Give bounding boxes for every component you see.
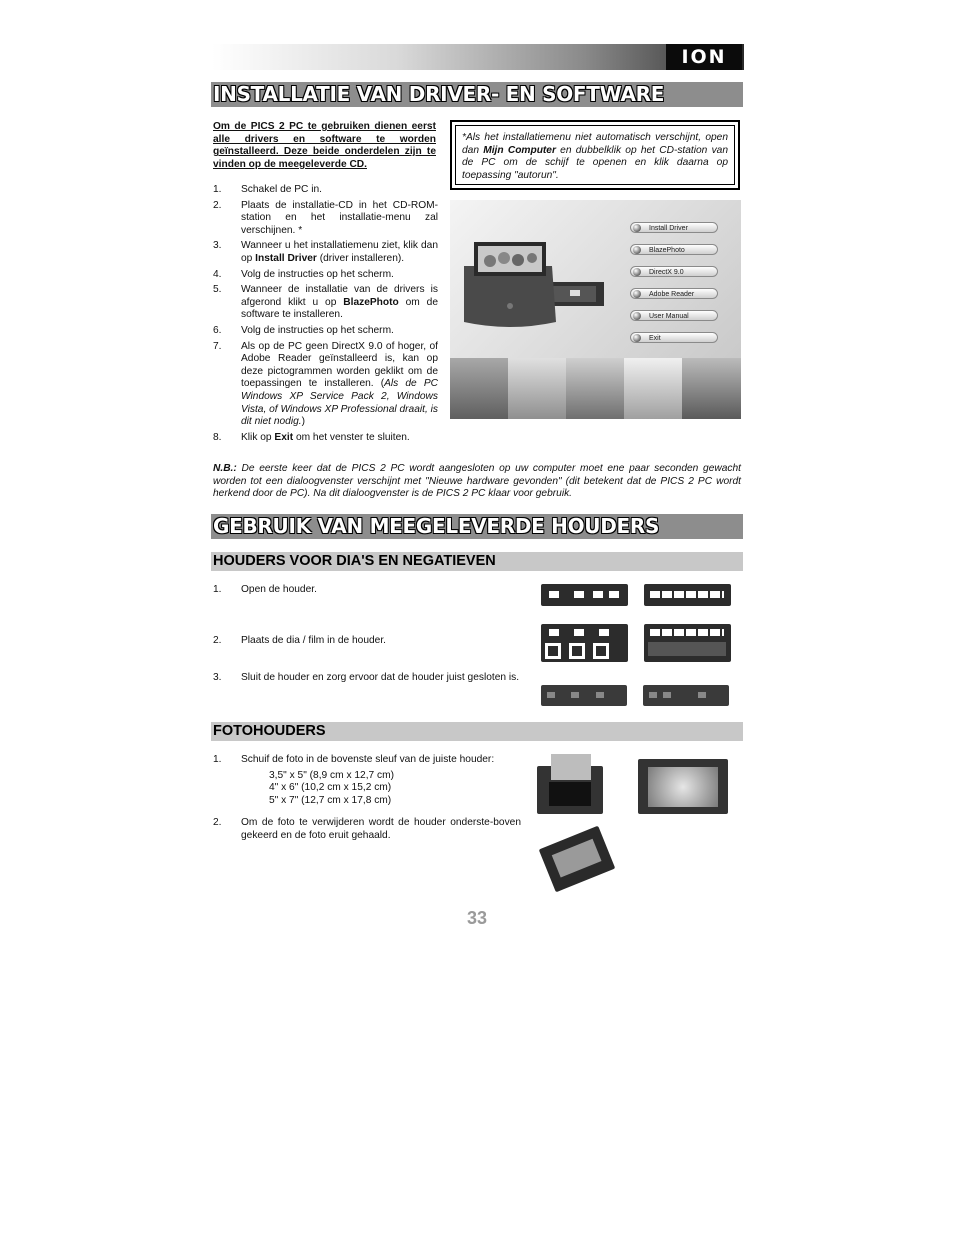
menu-bullet-icon — [633, 334, 641, 342]
list-item: 8. Klik op Exit om het venster te sluiten. — [213, 431, 410, 443]
subsection-title-photo-holders: FOTOHOUDERS — [211, 722, 743, 741]
photo-thumbnail — [508, 358, 566, 419]
slide-holder-open-image — [541, 584, 628, 606]
photo-holder-insert-image — [537, 766, 603, 814]
menu-button-directx[interactable]: DirectX 9.0 — [630, 266, 718, 277]
list-item: 1. Schakel de PC in. — [213, 184, 322, 195]
list-item: 5. Wanneer de installatie van de drivers is afgerond klikt u op BlazePhoto om de software te installeren. — [213, 284, 438, 321]
list-item: 4. Volg de instructies op het scherm. — [213, 268, 394, 280]
menu-bullet-icon — [633, 312, 641, 320]
photo-holder-loaded-image — [638, 759, 728, 814]
list-item: 2. Plaats de installatie-CD in het CD-ROM-station en het installatie-menu zal verschijnen. * — [213, 199, 438, 236]
list-item: 1. Open de houder. — [213, 584, 317, 595]
note-box — [450, 120, 740, 190]
list-item: 2. Plaats de dia / film in de houder. — [213, 635, 386, 646]
note-text: *Als het installatiemenu niet automatisch verschijnt, open dan Mijn Computer en dubbelklik op het CD-station van de PC om de schijf te openen en klik daarna op toepassing "autorun". — [455, 125, 735, 185]
scanner-device-icon — [456, 236, 606, 332]
photo-thumbnail — [682, 358, 741, 419]
negative-holder-open-image — [644, 584, 731, 606]
section-title-installation: INSTALLATIE VAN DRIVER- EN SOFTWARE — [211, 82, 743, 107]
menu-button-blazephoto[interactable]: BlazePhoto — [630, 244, 718, 255]
menu-button-user-manual[interactable]: User Manual — [630, 310, 718, 321]
installer-menu-screenshot — [450, 200, 741, 419]
list-item: 3. Sluit de houder en zorg ervoor dat de houder juist gesloten is. — [213, 672, 520, 683]
list-item: 7. Als op de PC geen DirectX 9.0 of hoger, of Adobe Reader geïnstalleerd is, kan op deze pictogrammen worden geklikt om de toepassingen te installeren. (Als de PC Windows XP Service Pack 2, Windows Vista, of Windows XP Professional draait, is dit niet nodig.) — [213, 340, 438, 428]
subsection-title-slides: HOUDERS VOOR DIA'S EN NEGATIEVEN — [211, 552, 743, 571]
photo-holder-remove-image — [539, 826, 616, 893]
list-item: 3. Wanneer u het installatiemenu ziet, klik dan op Install Driver (driver installeren). — [213, 240, 438, 264]
list-item: 1. Schuif de foto in de bovenste sleuf van de juiste houder: 3,5" x 5" (8,9 cm x 12,7 cm) 4" x 6" (10,2 cm x 15,2 cm) 5" x 7" (12,7 cm x 17,8 cm) — [213, 754, 523, 807]
nb-note: N.B.: De eerste keer dat de PICS 2 PC wordt aangesloten op uw computer moet ene paar seconden gewacht worden tot een dialoogvenster verschijnt met "Nieuwe hardware gevonden" (dit betekent dat de PICS 2 PC wordt herkend door de PC). Na dit dialoogvenster is de PICS 2 PC klaar voor gebruik. — [213, 463, 741, 500]
menu-bullet-icon — [633, 268, 641, 276]
photo-thumbnail — [450, 358, 508, 419]
section-title-holders: GEBRUIK VAN MEEGELEVERDE HOUDERS — [211, 514, 743, 539]
negative-holder-loaded-image — [644, 624, 731, 662]
menu-bullet-icon — [633, 290, 641, 298]
header-gradient-bar — [212, 44, 744, 70]
list-item: 6. Volg de instructies op het scherm. — [213, 324, 394, 336]
photo-thumbnail — [624, 358, 682, 419]
intro-text: Om de PICS 2 PC te gebruiken dienen eerst alle drivers en software te worden geïnstalleerd. Deze beide onderdelen zijn te vinden op de meegeleverde CD. — [213, 121, 436, 170]
menu-button-install-driver[interactable]: Install Driver — [630, 222, 718, 233]
list-item: 2. Om de foto te verwijderen wordt de houder onderste-boven gekeerd en de foto eruit gehaald. — [213, 817, 521, 841]
menu-button-adobe-reader[interactable]: Adobe Reader — [630, 288, 718, 299]
menu-button-exit[interactable]: Exit — [630, 332, 718, 343]
brand-logo: ION — [666, 44, 742, 70]
slide-holder-loaded-image — [541, 624, 628, 662]
page-number: 33 — [466, 908, 488, 928]
photo-thumbnail — [566, 358, 624, 419]
install-steps-list — [213, 184, 438, 447]
menu-bullet-icon — [633, 246, 641, 254]
menu-bullet-icon — [633, 224, 641, 232]
negative-holder-closed-image — [643, 685, 729, 706]
photo-size-list: 3,5" x 5" (8,9 cm x 12,7 cm) 4" x 6" (10,2 cm x 15,2 cm) 5" x 7" (12,7 cm x 17,8 cm) — [269, 769, 394, 806]
slide-holder-closed-image — [541, 685, 627, 706]
